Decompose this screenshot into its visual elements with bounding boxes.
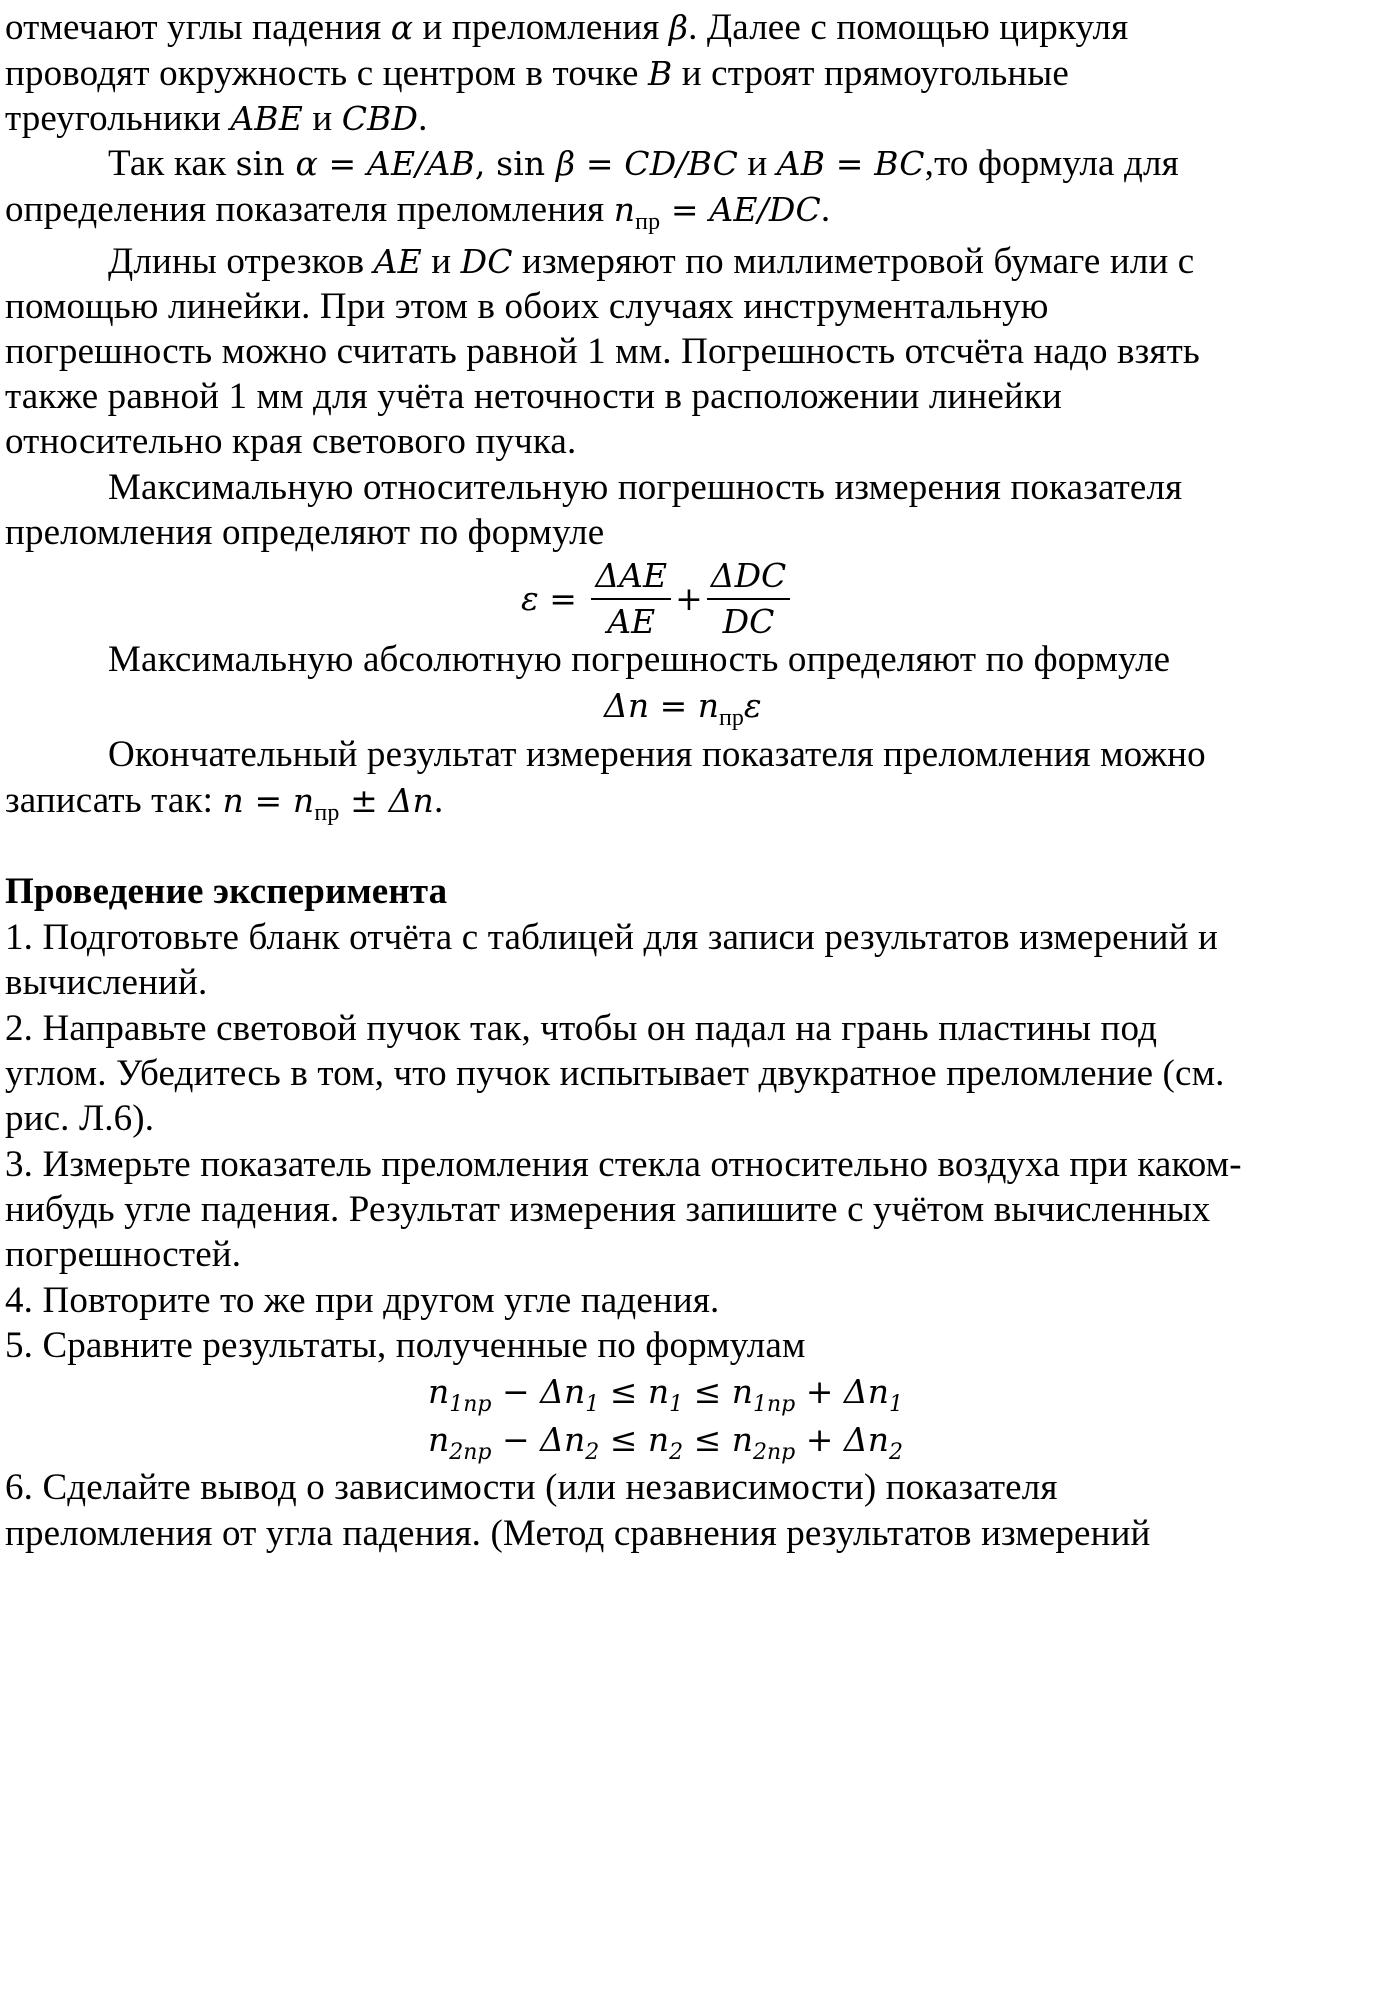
text: проводят окружность с центром в точке: [5, 53, 648, 94]
text-line: преломления от угла падения. (Метод сравнения результатов измерений: [5, 1513, 1151, 1554]
text-line: [5, 6, 1128, 50]
text: . Далее с помощью циркуля: [688, 7, 1129, 48]
math-subscript: пр: [718, 705, 744, 731]
math-function: sin: [235, 144, 296, 183]
math-symbol: AB: [776, 144, 826, 183]
math-expression: AE/DC: [709, 190, 821, 229]
formula-relative-error: [521, 554, 794, 644]
math-symbol: n: [428, 1372, 450, 1411]
formula-absolute-error: [604, 684, 762, 740]
text: .: [418, 98, 428, 139]
fraction-denominator: DC: [707, 598, 791, 644]
math-expression: ≤ n: [683, 1372, 754, 1411]
math-symbol: β: [555, 144, 576, 183]
math-symbol: α: [295, 144, 318, 183]
math-expression: ε =: [521, 579, 588, 618]
text: Длины отрезков: [108, 241, 374, 282]
math-symbol: α: [390, 8, 414, 47]
text-line: погрешность можно считать равной 1 мм. Погрешность отсчёта надо взять: [5, 331, 1200, 372]
math-symbol: B: [647, 54, 673, 93]
math-expression: ≤ n: [599, 1372, 670, 1411]
text-line: [5, 779, 443, 835]
fraction: [707, 554, 791, 644]
math-subscript: пр: [635, 209, 661, 235]
math-expression: ≤ n: [599, 1420, 670, 1459]
text-line: [108, 240, 1194, 284]
math-subscript: 1: [585, 1392, 600, 1417]
text-line: углом. Убедитесь в том, что пучок испытывает двукратное преломление (см.: [5, 1053, 1225, 1094]
list-item: 5. Сравните результаты, полученные по формулам: [5, 1325, 806, 1366]
text-line: преломления определяют по формуле: [5, 512, 605, 553]
text-line: нибудь угле падения. Результат измерения запишите с учётом вычисленных: [5, 1189, 1211, 1230]
math-operator: =: [660, 190, 710, 229]
text: определения показателя преломления: [5, 189, 614, 230]
math-subscript: 1пр: [449, 1392, 492, 1417]
text-line: [108, 142, 1179, 186]
section-heading: Проведение эксперимента: [5, 871, 448, 912]
text-line: рис. Л.6).: [5, 1098, 155, 1139]
math-symbol: DC: [460, 242, 513, 281]
fraction-numerator: ΔAE: [595, 556, 668, 595]
fraction: [591, 554, 671, 644]
math-expression: + Δn: [795, 1420, 889, 1459]
math-symbol: BC: [874, 144, 925, 183]
math-expression: CD/BC: [624, 144, 738, 183]
math-operator: ,: [474, 144, 497, 183]
math-expression: ≤ n: [683, 1420, 754, 1459]
math-subscript: 2: [669, 1440, 684, 1465]
text-line: [5, 52, 1069, 96]
math-subscript: 2: [585, 1440, 600, 1465]
math-subscript: 1: [669, 1392, 684, 1417]
math-operator: +: [675, 579, 703, 618]
fraction-numerator: ΔDC: [710, 556, 787, 595]
math-symbol: AE: [373, 242, 422, 281]
math-symbol: ε: [743, 686, 762, 725]
list-item: 2. Направьте световой пучок так, чтобы он падал на грань пластины под: [5, 1008, 1158, 1049]
math-subscript: пр: [314, 800, 340, 826]
math-subscript: 2: [888, 1440, 903, 1465]
math-operator: =: [575, 144, 625, 183]
list-item: 3. Измерьте показатель преломления стекла относительно воздуха при каком-: [5, 1144, 1242, 1185]
math-expression: AE/AB: [366, 144, 475, 183]
text-line: помощью линейки. При этом в обоих случаях инструментальную: [5, 286, 1049, 327]
math-operator: =: [825, 144, 875, 183]
text: ,то формула для: [924, 143, 1179, 184]
text: и: [738, 143, 777, 184]
math-expression: n = n: [222, 781, 315, 820]
math-subscript: 1: [888, 1392, 903, 1417]
text-line: погрешностей.: [5, 1234, 242, 1275]
text: и: [421, 241, 461, 282]
fraction-denominator: AE: [591, 598, 671, 644]
text: треугольники: [5, 98, 231, 139]
list-item: 6. Сделайте вывод о зависимости (или независимости) показателя: [5, 1467, 1058, 1508]
text-line: [5, 97, 428, 141]
text: .: [433, 780, 444, 821]
math-symbol: β: [668, 8, 689, 47]
math-expression: Δn = n: [604, 686, 719, 725]
text-line: также равной 1 мм для учёта неточности в расположении линейки: [5, 376, 1062, 417]
math-subscript: 2пр: [753, 1440, 796, 1465]
math-expression: − Δn: [491, 1420, 586, 1459]
math-expression: + Δn: [795, 1372, 889, 1411]
math-function: sin: [496, 144, 556, 183]
text: и: [302, 98, 342, 139]
math-expression: − Δn: [491, 1372, 586, 1411]
text: записать так:: [5, 780, 223, 821]
math-symbol: ABE: [230, 99, 303, 138]
math-subscript: 1пр: [753, 1392, 796, 1417]
math-expression: ± Δn: [339, 781, 434, 820]
text: отмечают углы падения: [5, 7, 391, 48]
text: и строят прямоугольные: [672, 53, 1069, 94]
text-line: [5, 188, 830, 244]
text-line: Максимальную абсолютную погрешность определяют по формуле: [108, 639, 1171, 680]
text-line: относительно края светового пучка.: [5, 421, 577, 462]
text-line: Максимальную относительную погрешность измерения показателя: [108, 467, 1183, 508]
text-line: вычислений.: [5, 962, 208, 1003]
text: и преломления: [413, 7, 669, 48]
text: измеряют по миллиметровой бумаге или с: [512, 241, 1195, 282]
math-symbol: n: [613, 190, 636, 229]
math-symbol: CBD: [341, 99, 419, 138]
math-operator: =: [317, 144, 367, 183]
text: Так как: [108, 143, 236, 184]
math-subscript: 2пр: [449, 1440, 492, 1465]
list-item: 1. Подготовьте бланк отчёта с таблицей для записи результатов измерений и: [5, 917, 1218, 958]
math-symbol: n: [428, 1420, 450, 1459]
text: .: [820, 189, 831, 230]
list-item: 4. Повторите то же при другом угле падения.: [5, 1280, 720, 1321]
text-line: Окончательный результат измерения показателя преломления можно: [108, 734, 1206, 775]
